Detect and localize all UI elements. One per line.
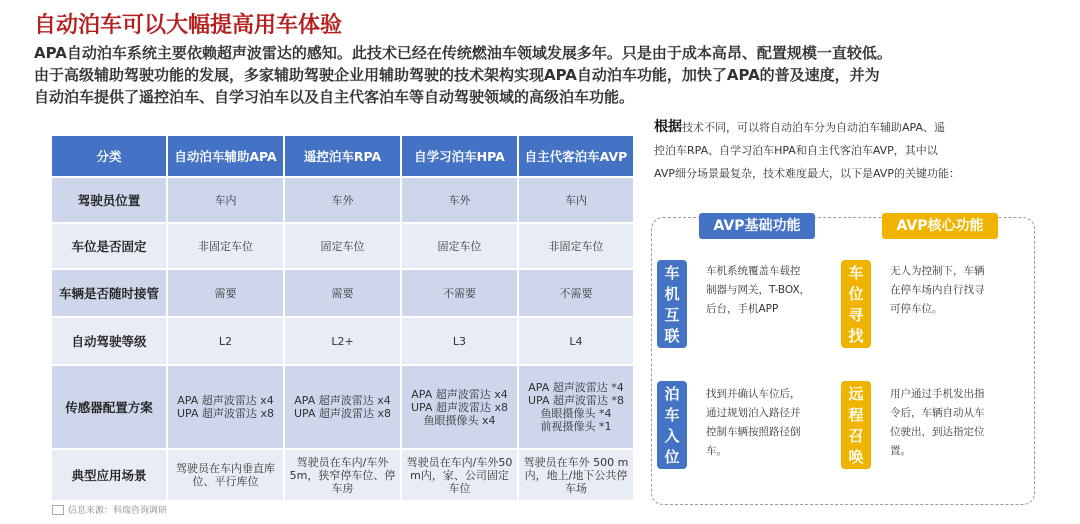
- row-label: 自动驾驶等级: [51, 317, 167, 365]
- row-label: 驾驶员位置: [51, 177, 167, 223]
- parking-comparison-table: [50, 134, 635, 502]
- avp-intro-lead: 根据: [654, 119, 682, 135]
- cell-line: 驾驶员在车内垂直库: [176, 462, 275, 475]
- cell-line: 5m，狭窄停车位、停: [289, 468, 396, 482]
- cell-line: APA 超声波雷达 x4: [177, 394, 274, 407]
- cell-line: 非固定车位: [198, 239, 253, 253]
- description-line: 制器与网关，T-BOX，: [706, 284, 811, 296]
- table-cell: [518, 177, 634, 223]
- avp-feature-badge: [841, 381, 871, 469]
- avp-feature-title-char: 位: [848, 285, 864, 303]
- cell-line: 驾驶员在车内/车外: [296, 455, 389, 469]
- avp-feature-title-char: 泊: [664, 385, 680, 403]
- table-row: [51, 177, 634, 223]
- cell-line: 前视摄像头 *1: [540, 420, 612, 433]
- table-cell: [167, 449, 284, 501]
- table-cell: [401, 449, 518, 501]
- cell-line: UPA 超声波雷达 *8: [528, 394, 624, 407]
- avp-feature-title-char: 互: [664, 306, 680, 324]
- page-title: 自动泊车可以大幅提高用车体验: [34, 13, 343, 38]
- avp-intro-line: 技术不同，可以将自动泊车分为自动泊车辅助APA、遥: [682, 121, 945, 134]
- table-header-row: [51, 135, 634, 177]
- avp-feature-title-char: 寻: [848, 306, 864, 324]
- avp-core-label: AVP核心功能: [882, 213, 998, 239]
- table-row: [51, 449, 634, 501]
- cell-line: 内，地上/地下公共停: [524, 468, 628, 482]
- avp-feature-badge: [657, 381, 687, 469]
- table-cell: [284, 365, 401, 449]
- header-hpa: 自学习泊车HPA: [401, 135, 518, 177]
- intro-line: 自动泊车提供了遥控泊车、自学习泊车以及自主代客泊车等自动驾驶领域的高级泊车功能。: [34, 88, 635, 106]
- table-cell: [167, 269, 284, 317]
- table-row: [51, 365, 634, 449]
- cell-line: APA 超声波雷达 x4: [411, 387, 508, 401]
- cell-line: 车位: [448, 481, 471, 495]
- description-line: 可停车位。: [890, 303, 943, 315]
- description-line: 通过规划泊入路径并: [706, 407, 801, 419]
- avp-feature-title-char: 联: [664, 327, 680, 345]
- cell-line: 车房: [331, 481, 354, 495]
- cell-line: L2+: [331, 334, 354, 348]
- row-label: 传感器配置方案: [51, 365, 167, 449]
- cell-line: L2: [218, 334, 233, 348]
- source-text: 信息来源：科瑞咨询调研: [68, 506, 168, 516]
- table-cell: [167, 317, 284, 365]
- description-line: 车。: [706, 445, 727, 457]
- avp-intro-line: AVP细分场景最复杂，技术难度最大，以下是AVP的关键功能：: [654, 167, 960, 180]
- intro-line: APA自动泊车系统主要依赖超声波雷达的感知。此技术已经在传统燃油车领域发展多年。只是由于成本高昂、配置规模一直较低。: [34, 44, 892, 62]
- description-line: 在停车场内自行找寻: [890, 284, 985, 296]
- avp-feature-title-char: 车: [664, 406, 680, 424]
- cell-line: 不需要: [559, 286, 593, 300]
- table-cell: [518, 317, 634, 365]
- table-cell: [167, 223, 284, 269]
- avp-feature-title-char: 召: [848, 427, 864, 445]
- table-cell: [284, 177, 401, 223]
- table-row: [51, 317, 634, 365]
- table-row: [51, 223, 634, 269]
- row-label: 典型应用场景: [51, 449, 167, 501]
- cell-line: L3: [452, 334, 467, 348]
- table-cell: [284, 223, 401, 269]
- cell-line: L4: [569, 334, 583, 348]
- avp-feature-description: [890, 262, 1015, 319]
- table-cell: [401, 365, 518, 449]
- avp-feature-title-char: 入: [664, 427, 680, 445]
- description-line: 用户通过手机发出指: [890, 388, 985, 400]
- cell-line: APA 超声波雷达 *4: [528, 381, 624, 394]
- row-label: 车辆是否随时接管: [51, 269, 167, 317]
- source-note: [52, 503, 167, 516]
- header-rpa: 遥控泊车RPA: [284, 135, 401, 177]
- cell-line: m内，家、公司固定: [410, 468, 509, 482]
- table-cell: [401, 317, 518, 365]
- cell-line: UPA 超声波雷达 x8: [410, 400, 508, 414]
- cell-line: 固定车位: [320, 239, 365, 253]
- cell-line: 需要: [331, 286, 354, 300]
- table-cell: [518, 365, 634, 449]
- table-cell: [401, 223, 518, 269]
- table-cell: [284, 317, 401, 365]
- header-category: 分类: [51, 135, 167, 177]
- avp-feature-title-char: 远: [848, 385, 864, 403]
- table-row: [51, 269, 634, 317]
- cell-line: 车外: [331, 193, 354, 207]
- description-line: 置。: [890, 445, 911, 457]
- header-avp: 自主代客泊车AVP: [518, 135, 634, 177]
- intro-paragraph: [34, 42, 1074, 108]
- cell-line: 固定车位: [437, 239, 482, 253]
- cell-line: 车外: [448, 193, 471, 207]
- description-line: 找到并确认车位后，: [706, 388, 801, 400]
- cell-line: UPA 超声波雷达 x8: [176, 407, 274, 420]
- cell-line: 车内: [565, 193, 587, 207]
- cell-line: 位、平行库位: [192, 475, 259, 488]
- cell-line: 非固定车位: [548, 239, 604, 253]
- description-line: 车机系统覆盖车载控: [706, 265, 801, 277]
- avp-feature-title-char: 位: [664, 448, 680, 466]
- avp-intro-text: [654, 116, 1054, 185]
- cell-line: APA 超声波雷达 x4: [294, 394, 391, 407]
- avp-feature-title-char: 车: [848, 264, 864, 282]
- source-logo-icon: [52, 505, 64, 515]
- avp-feature-description: [706, 385, 831, 461]
- avp-intro-line: 控泊车RPA、自学习泊车HPA和自主代客泊车AVP，其中以: [654, 144, 938, 157]
- table-cell: [401, 177, 518, 223]
- avp-feature-badge: [657, 260, 687, 348]
- table-cell: [284, 449, 401, 501]
- avp-feature-title-char: 车: [664, 264, 680, 282]
- cell-line: 不需要: [443, 286, 476, 300]
- intro-line: 由于高级辅助驾驶功能的发展，多家辅助驾驶企业用辅助驾驶的技术架构实现APA自动泊车功能，加快了APA的普及速度，并为: [34, 66, 880, 84]
- cell-line: 车场: [565, 481, 587, 495]
- cell-line: 鱼眼摄像头 x4: [423, 413, 496, 427]
- description-line: 位驶出，到达指定位: [890, 426, 985, 438]
- row-label: 车位是否固定: [51, 223, 167, 269]
- cell-line: 鱼眼摄像头 *4: [540, 407, 612, 420]
- description-line: 控制车辆按照路径倒: [706, 426, 801, 438]
- avp-feature-description: [890, 385, 1015, 461]
- cell-line: 车内: [214, 193, 237, 207]
- table-cell: [167, 177, 284, 223]
- table-cell: [167, 365, 284, 449]
- description-line: 无人为控制下，车辆: [890, 265, 985, 277]
- header-apa: 自动泊车辅助APA: [167, 135, 284, 177]
- table-cell: [518, 449, 634, 501]
- avp-feature-title-char: 找: [848, 327, 864, 345]
- cell-line: UPA 超声波雷达 x8: [293, 407, 391, 420]
- description-line: 后台，手机APP: [706, 303, 779, 315]
- avp-feature-description: [706, 262, 831, 319]
- avp-feature-title-char: 机: [664, 285, 680, 303]
- table-cell: [284, 269, 401, 317]
- table-cell: [401, 269, 518, 317]
- description-line: 令后，车辆自动从车: [890, 407, 985, 419]
- cell-line: 驾驶员在车外 500 m: [523, 455, 629, 469]
- avp-feature-badge: [841, 260, 871, 348]
- cell-line: 需要: [214, 286, 237, 300]
- table-cell: [518, 269, 634, 317]
- cell-line: 驾驶员在车内/车外50: [406, 455, 513, 469]
- avp-basic-label: AVP基础功能: [699, 213, 815, 239]
- avp-feature-title-char: 唤: [848, 448, 864, 466]
- avp-feature-title-char: 程: [848, 406, 864, 424]
- table-cell: [518, 223, 634, 269]
